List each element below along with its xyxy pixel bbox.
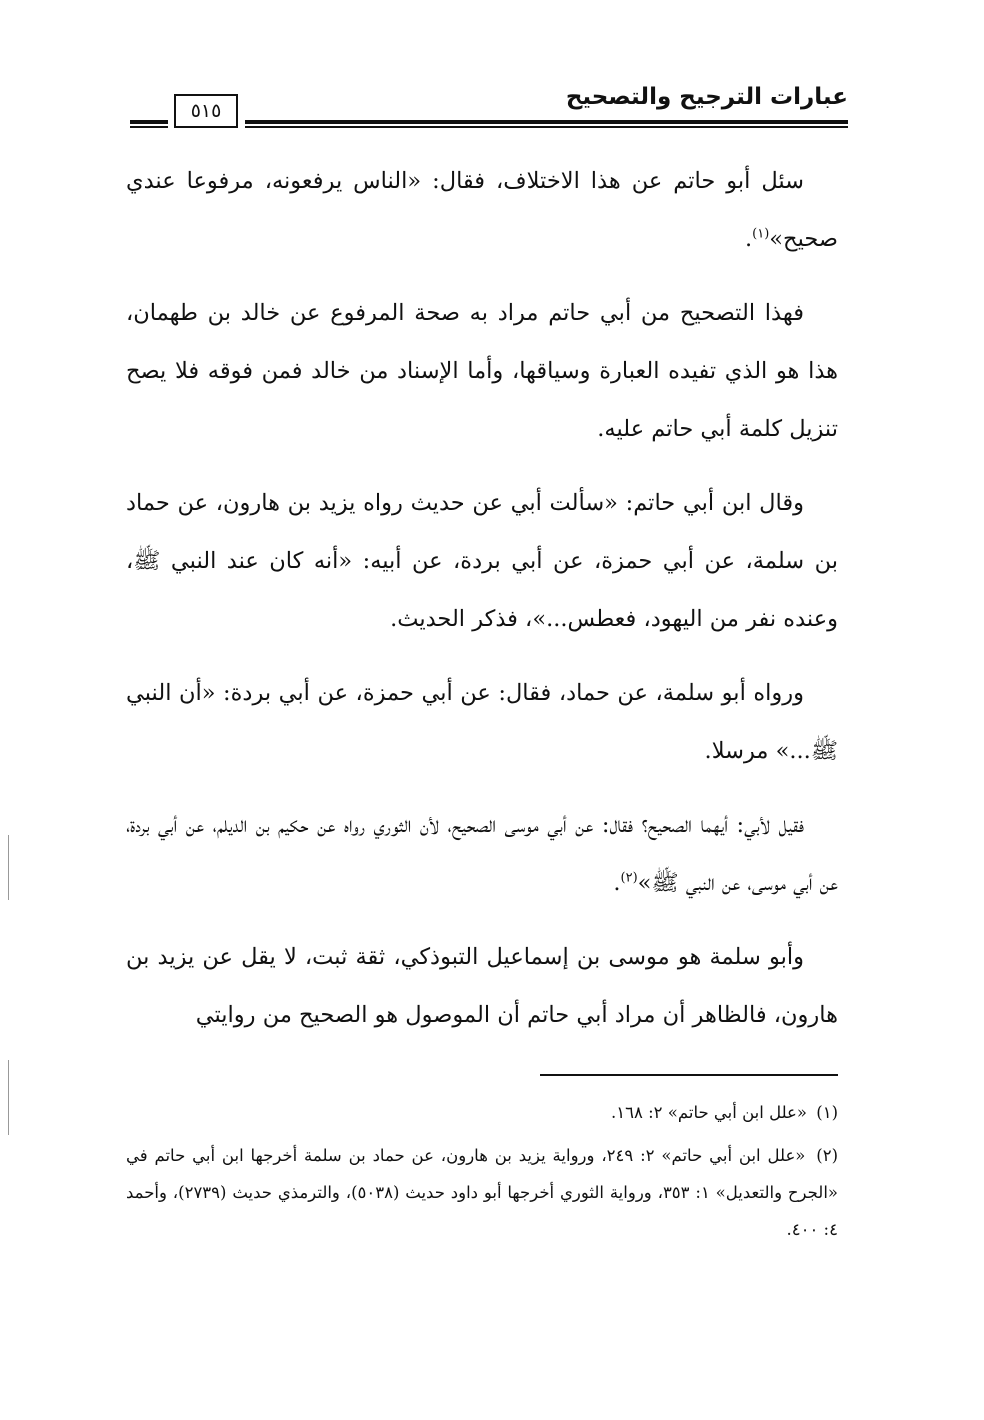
header-rule <box>245 120 848 124</box>
paragraph <box>126 474 838 648</box>
footnote-text: «علل ابن أبي حاتم» ٢: ١٦٨. <box>611 1103 807 1122</box>
footnote-number: (٢) <box>816 1146 838 1165</box>
scan-margin-mark <box>8 1060 9 1135</box>
paragraph <box>126 284 838 458</box>
header-rule <box>130 120 168 124</box>
running-title: عبارات الترجيح والتصحيح <box>565 84 848 110</box>
footnote <box>126 1094 838 1131</box>
page-header <box>130 84 848 134</box>
paragraph-text: وقال ابن أبي حاتم: «سألت أبي عن حديث رواه يزيد بن هارون، عن حماد بن سلمة، عن أبي حمزة، عن أبي بردة، عن أبيه: «أنه كان عند النبي ﷺ، وعنده نفر من اليهود، فعطس...»، فذكر الحديث. <box>126 490 838 632</box>
paragraph-end: . <box>744 226 753 252</box>
paragraph-end: . <box>613 870 621 896</box>
header-rule <box>130 126 168 128</box>
header-rule <box>245 126 848 128</box>
paragraph <box>126 796 838 912</box>
paragraph-text: سئل أبو حاتم عن هذا الاختلاف، فقال: «الناس يرفعونه، مرفوعا عندي صحيح» <box>126 168 838 252</box>
footnote-text: «علل ابن أبي حاتم» ٢: ٢٤٩، ورواية يزيد بن هارون، عن حماد بن سلمة أخرجها ابن أبي حاتم في «الجرح والتعديل» ١: ٣٥٣، ورواية الثوري أخرجها أبو داود حديث (٥٠٣٨)، والترمذي حديث (٢٧٣٩)، وأحمد ٤: ٤٠٠. <box>126 1146 839 1239</box>
footnote-reference: (٢) <box>620 870 638 886</box>
paragraph-text: فقيل لأبي: أيهما الصحيح؟ فقال: عن أبي موسى الصحيح، لأن الثوري رواه عن حكيم بن الديلم، عن أبي بردة، عن أبي موسى، عن النبي ﷺ» <box>126 812 838 896</box>
paragraph <box>126 928 838 1044</box>
main-text <box>126 152 838 1060</box>
footnote-number: (١) <box>816 1103 838 1122</box>
paragraph-text: وأبو سلمة هو موسى بن إسماعيل التبوذكي، ثقة ثبت، لا يقل عن يزيد بن هارون، فالظاهر أن مراد أبي حاتم أن الموصول هو الصحيح من روايتي <box>126 944 838 1028</box>
footnote-separator <box>540 1074 838 1076</box>
page-number: ٥١٥ <box>174 94 238 128</box>
paragraph-text: فهذا التصحيح من أبي حاتم مراد به صحة المرفوع عن خالد بن طهمان، هذا هو الذي تفيده العبارة وسياقها، وأما الإسناد من خالد فمن فوقه فلا يصح تنزيل كلمة أبي حاتم عليه. <box>126 300 838 442</box>
footnote <box>126 1137 838 1248</box>
paragraph <box>126 664 838 780</box>
scan-margin-mark <box>8 835 9 900</box>
footnote-reference: (١) <box>752 226 770 242</box>
footnotes <box>126 1094 838 1254</box>
paragraph-text: ورواه أبو سلمة، عن حماد، فقال: عن أبي حمزة، عن أبي بردة: «أن النبي ﷺ...» مرسلا. <box>126 680 838 764</box>
paragraph <box>126 152 838 268</box>
